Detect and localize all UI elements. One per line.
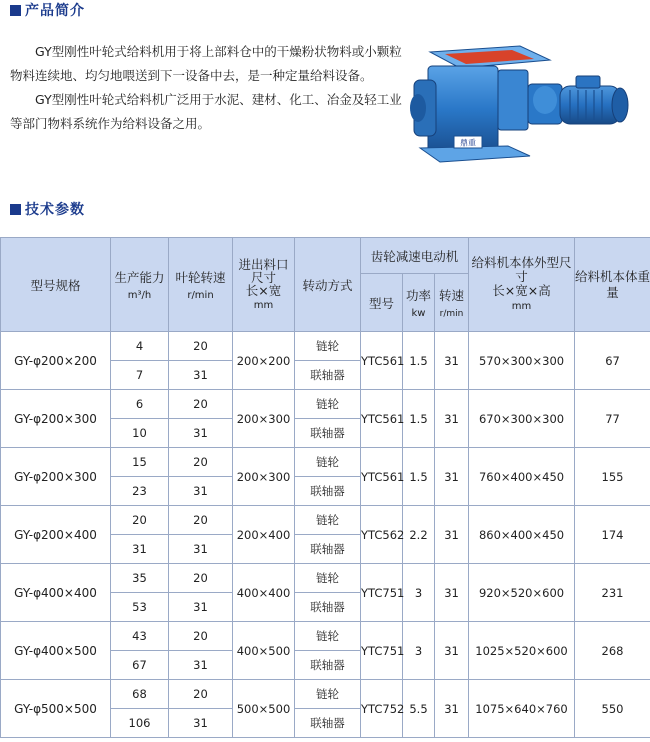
inlet-size-cell: 200×400 bbox=[233, 506, 295, 564]
intro-section-header bbox=[10, 0, 85, 20]
body-size-cell: 860×400×450 bbox=[469, 506, 575, 564]
drive-cell: 联轴器 bbox=[295, 709, 361, 738]
capacity-cell: 35 bbox=[111, 564, 169, 593]
body-size-cell: 570×300×300 bbox=[469, 332, 575, 390]
motor-speed-cell: 31 bbox=[435, 448, 469, 506]
drive-cell: 链轮 bbox=[295, 448, 361, 477]
impeller-speed-cell: 20 bbox=[169, 332, 233, 361]
motor-speed-cell: 31 bbox=[435, 506, 469, 564]
section-square-icon bbox=[10, 5, 21, 16]
impeller-speed-cell: 31 bbox=[169, 651, 233, 680]
impeller-speed-cell: 31 bbox=[169, 361, 233, 390]
impeller-speed-cell: 20 bbox=[169, 506, 233, 535]
motor-power-cell: 1.5 bbox=[403, 332, 435, 390]
motor-model-cell: YTC561 bbox=[361, 390, 403, 448]
impeller-speed-cell: 31 bbox=[169, 419, 233, 448]
weight-cell: 268 bbox=[575, 622, 650, 680]
nameplate-text: 鼎重 bbox=[460, 138, 476, 148]
spec-section-header bbox=[10, 199, 85, 219]
weight-cell: 155 bbox=[575, 448, 650, 506]
header-motor-group: 齿轮减速电动机 bbox=[361, 238, 469, 274]
table-row bbox=[1, 564, 650, 593]
motor-power-cell: 2.2 bbox=[403, 506, 435, 564]
drive-cell: 联轴器 bbox=[295, 477, 361, 506]
weight-cell: 174 bbox=[575, 506, 650, 564]
intro-text bbox=[10, 40, 405, 136]
model-cell: GY-φ500×500 bbox=[1, 680, 111, 738]
header-weight: 给料机本体重量 bbox=[575, 238, 650, 332]
weight-cell: 231 bbox=[575, 564, 650, 622]
impeller-speed-cell: 31 bbox=[169, 709, 233, 738]
capacity-cell: 43 bbox=[111, 622, 169, 651]
inlet-size-cell: 200×200 bbox=[233, 332, 295, 390]
capacity-cell: 67 bbox=[111, 651, 169, 680]
capacity-cell: 68 bbox=[111, 680, 169, 709]
table-row bbox=[1, 390, 650, 419]
capacity-cell: 7 bbox=[111, 361, 169, 390]
drive-cell: 链轮 bbox=[295, 390, 361, 419]
drive-cell: 链轮 bbox=[295, 680, 361, 709]
model-cell: GY-φ200×300 bbox=[1, 448, 111, 506]
spec-section-title: 技术参数 bbox=[25, 202, 85, 218]
capacity-cell: 6 bbox=[111, 390, 169, 419]
drive-cell: 联轴器 bbox=[295, 593, 361, 622]
motor-power-cell: 3 bbox=[403, 564, 435, 622]
motor-model-cell: YTC561 bbox=[361, 448, 403, 506]
motor-model-cell: YTC751 bbox=[361, 622, 403, 680]
capacity-cell: 20 bbox=[111, 506, 169, 535]
capacity-cell: 10 bbox=[111, 419, 169, 448]
table-row bbox=[1, 332, 650, 361]
intro-section-title: 产品简介 bbox=[25, 3, 85, 19]
body-size-cell: 1075×640×760 bbox=[469, 680, 575, 738]
drive-cell: 联轴器 bbox=[295, 419, 361, 448]
intro-paragraph-2: GY型刚性叶轮式给料机广泛用于水泥、建材、化工、冶金及轻工业等部门物料系统作为给料设备之用。 bbox=[10, 92, 402, 131]
table-row bbox=[1, 448, 650, 477]
model-cell: GY-φ400×400 bbox=[1, 564, 111, 622]
capacity-cell: 53 bbox=[111, 593, 169, 622]
drive-cell: 联轴器 bbox=[295, 361, 361, 390]
header-motor-model: 型号 bbox=[361, 274, 403, 332]
impeller-speed-cell: 31 bbox=[169, 593, 233, 622]
body-size-cell: 1025×520×600 bbox=[469, 622, 575, 680]
header-motor-speed: 转速 r/min bbox=[435, 274, 469, 332]
motor-model-cell: YTC562 bbox=[361, 506, 403, 564]
table-row bbox=[1, 622, 650, 651]
drive-cell: 链轮 bbox=[295, 506, 361, 535]
impeller-speed-cell: 20 bbox=[169, 390, 233, 419]
model-cell: GY-φ200×300 bbox=[1, 390, 111, 448]
impeller-speed-cell: 31 bbox=[169, 477, 233, 506]
header-body-size: 给料机本体外型尺寸 长×宽×高 mm bbox=[469, 238, 575, 332]
model-cell: GY-φ400×500 bbox=[1, 622, 111, 680]
spec-table bbox=[0, 237, 650, 738]
motor-power-cell: 5.5 bbox=[403, 680, 435, 738]
header-inlet-size: 进出料口尺寸 长×宽 mm bbox=[233, 238, 295, 332]
capacity-cell: 23 bbox=[111, 477, 169, 506]
impeller-speed-cell: 20 bbox=[169, 680, 233, 709]
header-capacity: 生产能力 m³/h bbox=[111, 238, 169, 332]
motor-speed-cell: 31 bbox=[435, 564, 469, 622]
inlet-size-cell: 400×500 bbox=[233, 622, 295, 680]
body-size-cell: 920×520×600 bbox=[469, 564, 575, 622]
intro-paragraph-1: GY型刚性叶轮式给料机用于将上部料仓中的干燥粉状物料或小颗粒物料连续地、均匀地喂送到下一设备中去，是一种定量给料设备。 bbox=[10, 44, 402, 83]
motor-speed-cell: 31 bbox=[435, 390, 469, 448]
body-size-cell: 670×300×300 bbox=[469, 390, 575, 448]
inlet-size-cell: 500×500 bbox=[233, 680, 295, 738]
motor-model-cell: YTC752 bbox=[361, 680, 403, 738]
inlet-size-cell: 200×300 bbox=[233, 390, 295, 448]
model-cell: GY-φ200×400 bbox=[1, 506, 111, 564]
inlet-size-cell: 200×300 bbox=[233, 448, 295, 506]
header-motor-power: 功率 kw bbox=[403, 274, 435, 332]
impeller-speed-cell: 31 bbox=[169, 535, 233, 564]
capacity-cell: 15 bbox=[111, 448, 169, 477]
drive-cell: 链轮 bbox=[295, 622, 361, 651]
weight-cell: 77 bbox=[575, 390, 650, 448]
header-drive: 转动方式 bbox=[295, 238, 361, 332]
motor-model-cell: YTC751 bbox=[361, 564, 403, 622]
motor-power-cell: 1.5 bbox=[403, 448, 435, 506]
impeller-speed-cell: 20 bbox=[169, 448, 233, 477]
model-cell: GY-φ200×200 bbox=[1, 332, 111, 390]
capacity-cell: 106 bbox=[111, 709, 169, 738]
inlet-size-cell: 400×400 bbox=[233, 564, 295, 622]
drive-cell: 链轮 bbox=[295, 332, 361, 361]
header-impeller-speed: 叶轮转速 r/min bbox=[169, 238, 233, 332]
impeller-speed-cell: 20 bbox=[169, 622, 233, 651]
rotary-feeder-photo bbox=[400, 40, 640, 170]
weight-cell: 550 bbox=[575, 680, 650, 738]
motor-speed-cell: 31 bbox=[435, 332, 469, 390]
capacity-cell: 31 bbox=[111, 535, 169, 564]
motor-speed-cell: 31 bbox=[435, 622, 469, 680]
weight-cell: 67 bbox=[575, 332, 650, 390]
impeller-speed-cell: 20 bbox=[169, 564, 233, 593]
motor-power-cell: 3 bbox=[403, 622, 435, 680]
drive-cell: 链轮 bbox=[295, 564, 361, 593]
motor-model-cell: YTC561 bbox=[361, 332, 403, 390]
table-row bbox=[1, 506, 650, 535]
motor-power-cell: 1.5 bbox=[403, 390, 435, 448]
drive-cell: 联轴器 bbox=[295, 535, 361, 564]
capacity-cell: 4 bbox=[111, 332, 169, 361]
header-model: 型号规格 bbox=[1, 238, 111, 332]
section-square-icon bbox=[10, 204, 21, 215]
motor-speed-cell: 31 bbox=[435, 680, 469, 738]
drive-cell: 联轴器 bbox=[295, 651, 361, 680]
body-size-cell: 760×400×450 bbox=[469, 448, 575, 506]
table-row bbox=[1, 680, 650, 709]
